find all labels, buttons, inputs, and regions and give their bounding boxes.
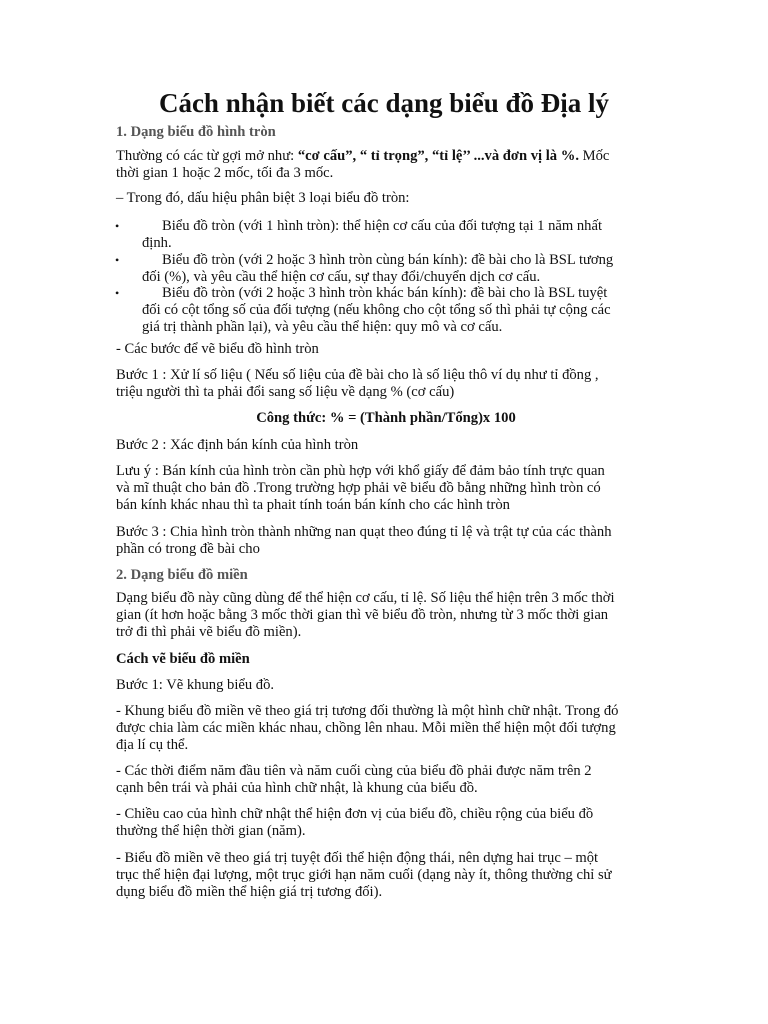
bullet-1-line-1: Biểu đồ tròn (với 1 hình tròn): thể hiện cơ cấu của đối tượng tại 1 năm nhất <box>162 218 602 234</box>
paragraph-2 <box>116 763 656 797</box>
step-1-line-1: Bước 1 : Xử lí số liệu ( Nếu số liệu của đề bài cho là số liệu thô ví dụ như tỉ đồng , <box>116 367 599 383</box>
step-1-line-2: triệu người thì ta phải đổi sang số liệu về dạng % (cơ cấu) <box>116 384 455 400</box>
intro-line-1 <box>116 148 656 165</box>
step-3-line-2: phần có trong đề bài cho <box>116 541 260 557</box>
step-1-text <box>116 367 656 401</box>
section2-heading: 2. Dạng biểu đồ miền <box>116 567 248 583</box>
document-title: Cách nhận biết các dạng biểu đồ Địa lý <box>158 88 610 118</box>
p3-line-2: thường thể hiện thời gian (năm). <box>116 823 306 839</box>
p4-line-3: dụng biểu đồ miền thể hiện giá trị tương đối). <box>116 884 383 900</box>
note-line-2: và mĩ thuật cho bản đồ .Trong trường hợp phải vẽ biểu đồ bằng những hình tròn có <box>116 480 601 496</box>
p3-line-1: - Chiều cao của hình chữ nhật thể hiện đơn vị của biểu đồ, chiều rộng của biểu đồ <box>116 806 594 822</box>
note-text <box>116 463 656 514</box>
bullet-2-line-1: Biểu đồ tròn (với 2 hoặc 3 hình tròn cùng bán kính): đề bài cho là BSL tương <box>162 252 614 268</box>
p2-line-2: cạnh bên trái và phải của hình chữ nhật, là khung của biểu đồ. <box>116 780 478 796</box>
bullet-3-line-2: đối có cột tổng số của đối tượng (nếu không cho cột tổng số thì phải tự cộng các <box>142 302 611 318</box>
intro-line-2: thời gian 1 hoặc 2 mốc, tối đa 3 mốc. <box>116 165 334 181</box>
intro-keywords: “cơ cấu”, “ tỉ trọng”, “tỉ lệ’’ ...và đơn vị là %. <box>297 148 579 164</box>
p4-line-1: - Biểu đồ miền vẽ theo giá trị tuyệt đối thể hiện động thái, nên dựng hai trục – một <box>116 850 599 866</box>
bullet-text-2 <box>142 252 662 286</box>
section1-heading: 1. Dạng biểu đồ hình tròn <box>116 124 276 140</box>
paragraph-1 <box>116 703 656 754</box>
step-3-text <box>116 524 656 558</box>
step-3-line-1: Bước 3 : Chia hình tròn thành những nan quạt theo đúng tỉ lệ và trật tự của các thành <box>116 524 612 540</box>
bullet-text-3 <box>142 285 662 336</box>
s2-step-1: Bước 1: Vẽ khung biểu đồ. <box>116 677 275 693</box>
p4-line-2: trục thể hiện đại lượng, một trục giới hạn năm cuối (dạng này ít, thông thường chỉ sử <box>116 867 612 883</box>
note-line-1: Lưu ý : Bán kính của hình tròn cần phù hợp với khổ giấy để đảm bảo tính trực quan <box>116 463 605 479</box>
s2-intro-line-1: Dạng biểu đồ này cũng dùng để thể hiện cơ cấu, tỉ lệ. Số liệu thể hiện trên 3 mốc thời <box>116 590 615 606</box>
step-2-text: Bước 2 : Xác định bán kính của hình tròn <box>116 437 359 453</box>
paragraph-4 <box>116 850 656 901</box>
p2-line-1: - Các thời điểm năm đầu tiên và năm cuối cùng của biểu đồ phải được năm trên 2 <box>116 763 592 779</box>
intro-text: Thường có các từ gợi mở như: <box>116 148 298 164</box>
bullet-3-line-1: Biểu đồ tròn (với 2 hoặc 3 hình tròn khác bán kính): đề bài cho là BSL tuyệt <box>162 285 608 301</box>
steps-intro: - Các bước để vẽ biểu đồ hình tròn <box>116 341 319 357</box>
s2-intro-line-2: gian (ít hơn hoặc bằng 3 mốc thời gian thì vẽ biểu đồ tròn, nhưng từ 3 mốc thời gian <box>116 607 609 623</box>
p1-line-2: được chia làm các miền khác nhau, chồng lên nhau. Mỗi miền thể hiện một đối tượng <box>116 720 616 736</box>
section2-intro <box>116 590 656 641</box>
note-line-3: bán kính khác nhau thì ta phait tính toán bán kính cho các hình tròn <box>116 497 510 513</box>
section1-intro <box>116 148 656 182</box>
bullet-icon: • <box>115 219 120 233</box>
distinguish-text: – Trong đó, dấu hiệu phân biệt 3 loại biểu đồ tròn: <box>116 190 410 206</box>
bullet-text-1 <box>142 218 662 252</box>
bullet-1-line-2: định. <box>142 235 172 251</box>
formula: Công thức: % = (Thành phần/Tổng)x 100 <box>256 410 516 426</box>
s2-intro-line-3: trở đi thì phải vẽ biểu đồ miền). <box>116 624 302 640</box>
paragraph-3 <box>116 806 656 840</box>
bullet-icon: • <box>115 286 120 300</box>
how-to-heading: Cách vẽ biểu đồ miền <box>116 651 250 667</box>
intro-text-end: Mốc <box>578 148 610 164</box>
bullet-icon: • <box>115 253 120 267</box>
p1-line-1: - Khung biểu đồ miền vẽ theo giá trị tương đối thường là một hình chữ nhật. Trong đó <box>116 703 619 719</box>
p1-line-3: địa lí cụ thể. <box>116 737 189 753</box>
bullet-3-line-3: giá trị thành phần lại), và yêu cầu thể hiện: quy mô và cơ cấu. <box>142 319 503 335</box>
bullet-2-line-2: đối (%), và yêu cầu thể hiện cơ cấu, sự thay đổi/chuyển dịch cơ cấu. <box>142 269 541 285</box>
